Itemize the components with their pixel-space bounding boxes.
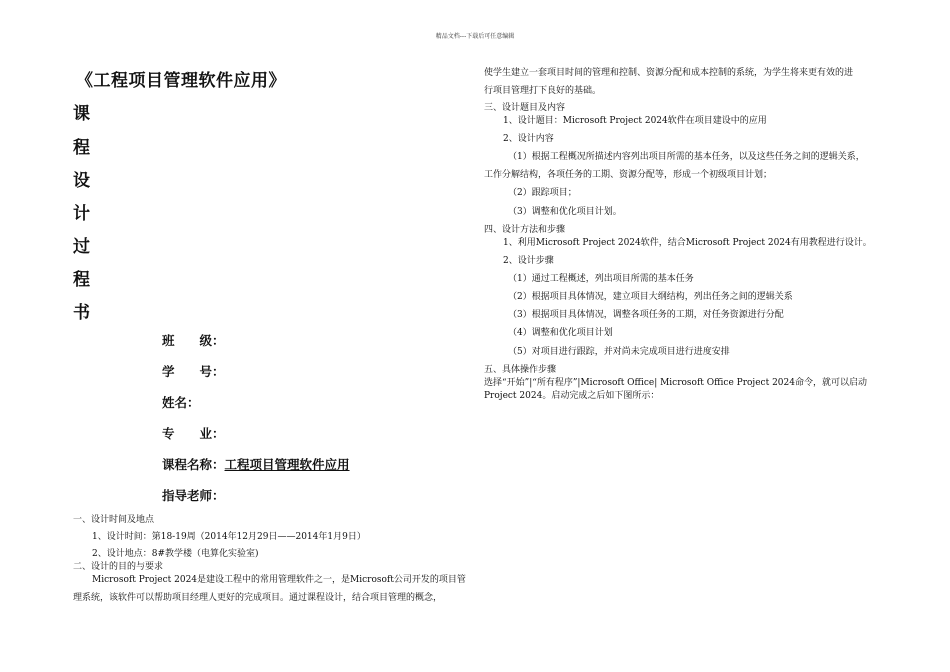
course-name-label: 课程名称： (162, 457, 225, 472)
paragraph-line: 使学生建立一套项目时间的管理和控制、资源分配和成本控制的系统，为学生将来更有效的进 (484, 68, 854, 78)
paragraph-line: 理系统，该软件可以帮助项目经理人更好的完成项目。通过课程设计，结合项目管理的概念， (73, 593, 443, 603)
paragraph-line: 工作分解结构，各项任务的工期、资源分配等，形成一个初级项目计划； (484, 170, 773, 180)
vertical-title-char: 设 (73, 171, 90, 191)
paragraph-line: 1、设计题目：Microsoft Project 2024软件在项目建设中的应用 (503, 116, 767, 126)
header-watermark: 精品文档---下载后可任意编辑 (435, 33, 515, 40)
section-heading: 二、设计的目的与要求 (73, 562, 164, 572)
paragraph-line: （4）调整和优化项目计划 (508, 328, 613, 338)
paragraph-line: 行项目管理打下良好的基础。 (484, 86, 602, 96)
paragraph-line: （3）根据项目具体情况，调整各项任务的工期，对任务资源进行分配 (508, 310, 784, 320)
section-heading: 五、具体操作步骤 (484, 365, 557, 375)
vertical-title-char: 程 (73, 270, 90, 290)
course-name-row (162, 455, 350, 473)
paragraph-line: （5）对项目进行跟踪，并对尚未完成项目进行进度安排 (508, 347, 730, 357)
section-heading: 一、设计时间及地点 (73, 515, 155, 525)
paragraph-line: 1、设计时间：第18-19周（2014年12月29日——2014年1月9日） (92, 532, 366, 542)
paragraph-line: Microsoft Project 2024是建设工程中的常用管理软件之一，是Microsoft公司开发的项目管 (92, 575, 466, 585)
paragraph-line: 2、设计内容 (503, 134, 554, 144)
vertical-title-char: 课 (73, 104, 90, 124)
class-label: 班 级： (162, 333, 225, 348)
paragraph-line: （2）跟踪项目； (508, 188, 577, 198)
paragraph-line: （3）调整和优化项目计划。 (508, 207, 622, 217)
student-id-label: 学 号： (162, 364, 225, 379)
paragraph-line: 选择“开始”|“所有程序”|Microsoft Office| Microsoft Office Project 2024命令，就可以启动 (484, 378, 867, 388)
vertical-title-char: 书 (73, 303, 90, 323)
paragraph-line: 2、设计步骤 (503, 256, 554, 266)
paragraph-line: （1）通过工程概述，列出项目所需的基本任务 (508, 274, 694, 284)
major-label: 专 业： (162, 426, 225, 441)
vertical-title-char: 程 (73, 138, 90, 158)
paragraph-line: 1、利用Microsoft Project 2024软件，结合Microsoft Project 2024有用教程进行设计。 (503, 238, 872, 248)
section-heading: 四、设计方法和步骤 (484, 225, 566, 235)
name-label: 姓名： (162, 395, 200, 410)
course-name-value: 工程项目管理软件应用 (224, 457, 350, 472)
paragraph-line: （1）根据工程概况所描述内容列出项目所需的基本任务，以及这些任务之间的逻辑关系， (508, 152, 865, 162)
paragraph-line: Project 2024。启动完成之后如下图所示： (484, 391, 660, 401)
section-heading: 三、设计题目及内容 (484, 103, 566, 113)
advisor-label: 指导老师： (162, 488, 225, 503)
vertical-title-char: 过 (73, 237, 90, 257)
paragraph-line: 2、设计地点：8#教学楼（电算化实验室) (92, 549, 259, 559)
vertical-title-char: 计 (73, 204, 90, 224)
paragraph-line: （2）根据项目具体情况，建立项目大纲结构，列出任务之间的逻辑关系 (508, 292, 793, 302)
cover-title: 《工程项目管理软件应用》 (76, 71, 286, 91)
